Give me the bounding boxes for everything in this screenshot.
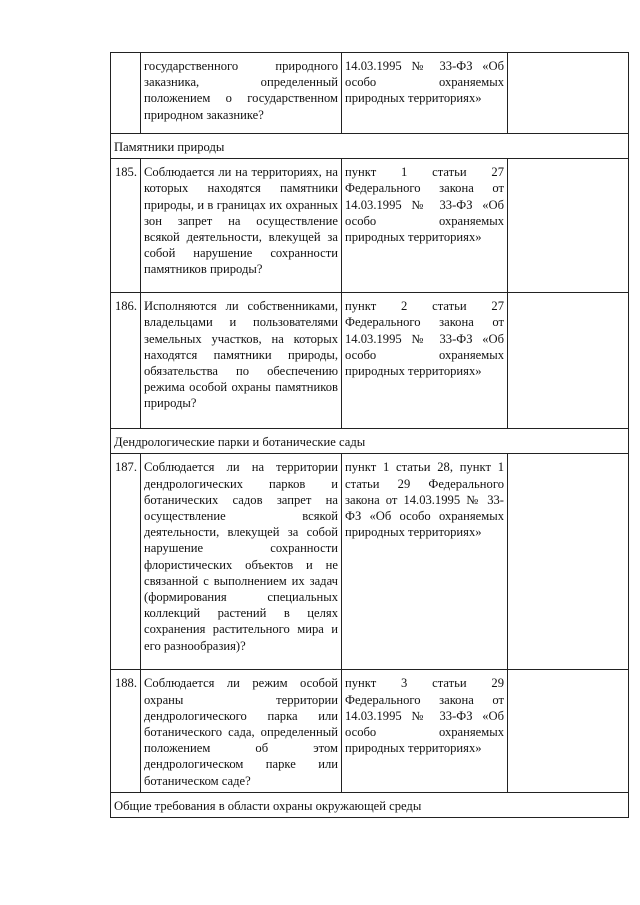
item-note — [508, 159, 629, 293]
checklist-table — [110, 52, 629, 818]
section-row — [111, 792, 629, 817]
item-note — [508, 454, 629, 670]
item-question: Исполняются ли собственниками, владельцами и пользователями земельных участков, на которых находятся памятники природы, обязательства по обеспечению режима особой охраны памятников природы? — [141, 293, 342, 429]
item-number: 186. — [111, 293, 141, 429]
item-note — [508, 293, 629, 429]
item-legal-reference: пункт 3 статьи 29 Федерального закона от 14.03.1995 № 33-ФЗ «Об особо охраняемых природных территориях» — [342, 670, 508, 792]
section-title: Общие требования в области охраны окружающей среды — [111, 792, 629, 817]
table-row — [111, 293, 629, 429]
item-question: Соблюдается ли на территориях, на которых находятся памятники природы, и в границах их охранных зон запрет на осуществление всякой деятельности, влекущей за собой нарушение сохранности памятников природы? — [141, 159, 342, 293]
table-row — [111, 454, 629, 670]
section-row — [111, 134, 629, 159]
section-row — [111, 429, 629, 454]
section-title: Дендрологические парки и ботанические сады — [111, 429, 629, 454]
table-row — [111, 53, 629, 134]
item-note — [508, 670, 629, 792]
item-legal-reference: пункт 1 статьи 28, пункт 1 статьи 29 Федерального закона от 14.03.1995 № 33-ФЗ «Об особо охраняемых природных территориях» — [342, 454, 508, 670]
item-number: 185. — [111, 159, 141, 293]
item-legal-reference: пункт 1 статьи 27 Федерального закона от 14.03.1995 № 33-ФЗ «Об особо охраняемых природных территориях» — [342, 159, 508, 293]
item-legal-reference: 14.03.1995 № 33-ФЗ «Об особо охраняемых природных территориях» — [342, 53, 508, 134]
item-question: Соблюдается ли режим особой охраны территории дендрологического парка или ботанического сада, определенный положением об этом дендрологическом парке или ботаническом саде? — [141, 670, 342, 792]
table-row — [111, 159, 629, 293]
table-row — [111, 670, 629, 792]
section-title: Памятники природы — [111, 134, 629, 159]
item-number: 187. — [111, 454, 141, 670]
item-note — [508, 53, 629, 134]
item-question: Соблюдается ли на территории дендрологических парков и ботанических садов запрет на осуществление всякой деятельности, влекущей за собой нарушение сохранности флористических объектов и не связанной с выполнением их задач (формирования специальных коллекций растений в целях сохранения растительного мира и его разнообразия)? — [141, 454, 342, 670]
item-question: государственного природного заказника, определенный положением о государственном природном заказнике? — [141, 53, 342, 134]
item-number: 188. — [111, 670, 141, 792]
item-number — [111, 53, 141, 134]
item-legal-reference: пункт 2 статьи 27 Федерального закона от 14.03.1995 № 33-ФЗ «Об особо охраняемых природных территориях» — [342, 293, 508, 429]
